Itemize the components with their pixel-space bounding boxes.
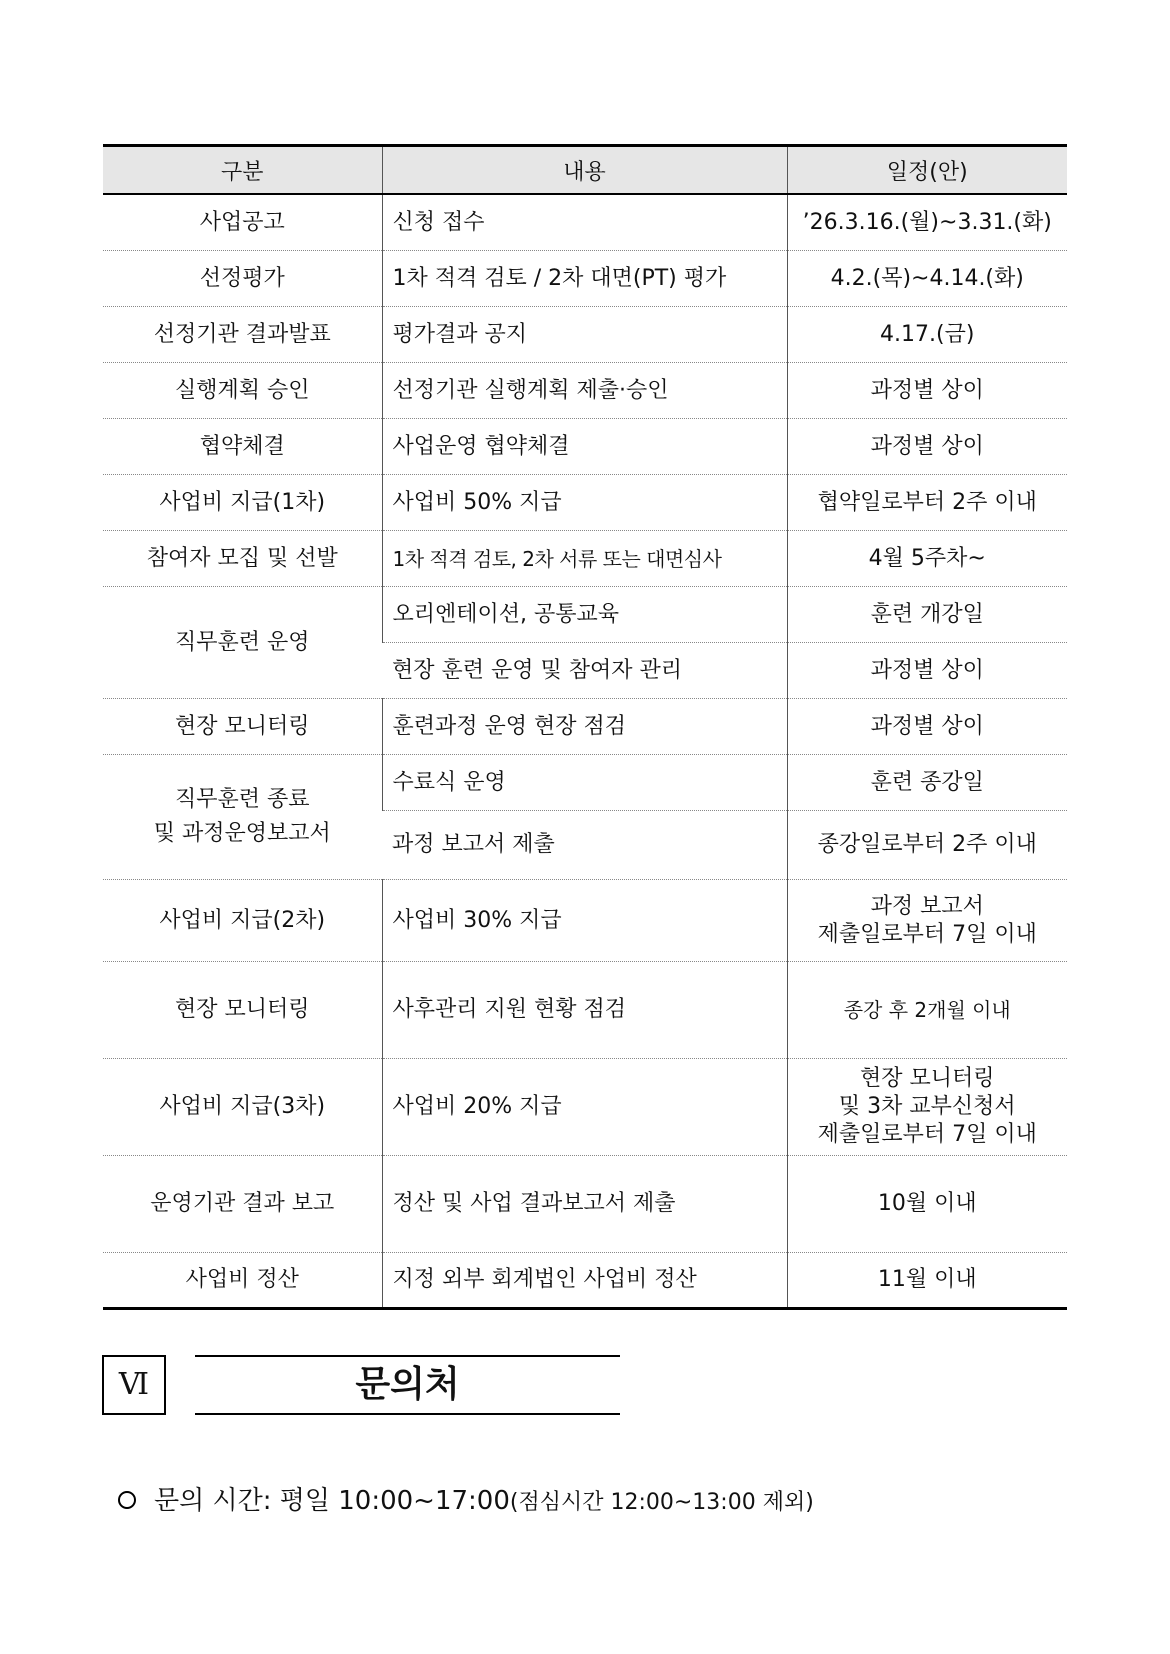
table-row bbox=[103, 1253, 1067, 1309]
row-category: 현장 모니터링 bbox=[103, 962, 382, 1059]
table-row bbox=[103, 755, 1067, 811]
row-content: 선정기관 실행계획 제출·승인 bbox=[382, 363, 787, 419]
inquiry-note: (점심시간 12:00~13:00 제외) bbox=[509, 1490, 814, 1515]
row-schedule: ’26.3.16.(월)~3.31.(화) bbox=[787, 194, 1067, 251]
row-category: 직무훈련 종료 및 과정운영보고서 bbox=[103, 755, 382, 880]
row-schedule: 현장 모니터링 및 3차 교부신청서 제출일로부터 7일 이내 bbox=[787, 1059, 1067, 1156]
row-category: 선정기관 결과발표 bbox=[103, 307, 382, 363]
row-category: 사업비 정산 bbox=[103, 1253, 382, 1309]
table-row bbox=[103, 1059, 1067, 1156]
row-category: 선정평가 bbox=[103, 251, 382, 307]
inquiry-hours bbox=[118, 1480, 814, 1517]
row-schedule: 4월 5주차~ bbox=[787, 531, 1067, 587]
row-category: 협약체결 bbox=[103, 419, 382, 475]
section-number-box: Ⅵ bbox=[102, 1355, 166, 1415]
section-title: 문의처 bbox=[195, 1355, 620, 1415]
row-category: 사업비 지급(1차) bbox=[103, 475, 382, 531]
row-category: 직무훈련 운영 bbox=[103, 587, 382, 699]
inquiry-label: 문의 시간: 평일 10:00~17:00 bbox=[154, 1486, 510, 1516]
row-schedule: 4.2.(목)~4.14.(화) bbox=[787, 251, 1067, 307]
row-category: 실행계획 승인 bbox=[103, 363, 382, 419]
table-row bbox=[103, 307, 1067, 363]
row-content: 신청 접수 bbox=[382, 194, 787, 251]
row-schedule: 10월 이내 bbox=[787, 1156, 1067, 1253]
row-schedule: 훈련 종강일 bbox=[787, 755, 1067, 811]
table-row bbox=[103, 880, 1067, 962]
table-row bbox=[103, 1156, 1067, 1253]
row-schedule: 과정 보고서 제출일로부터 7일 이내 bbox=[787, 880, 1067, 962]
row-content: 사업비 30% 지급 bbox=[382, 880, 787, 962]
schedule-table bbox=[103, 144, 1067, 1310]
table-row bbox=[103, 419, 1067, 475]
row-category: 참여자 모집 및 선발 bbox=[103, 531, 382, 587]
row-category: 사업비 지급(2차) bbox=[103, 880, 382, 962]
row-content: 1차 적격 검토 / 2차 대면(PT) 평가 bbox=[382, 251, 787, 307]
row-category: 현장 모니터링 bbox=[103, 699, 382, 755]
row-schedule: 4.17.(금) bbox=[787, 307, 1067, 363]
row-content: 현장 훈련 운영 및 참여자 관리 bbox=[382, 643, 787, 699]
table-row bbox=[103, 363, 1067, 419]
table-row bbox=[103, 699, 1067, 755]
table-row bbox=[103, 251, 1067, 307]
row-content: 오리엔테이션, 공통교육 bbox=[382, 587, 787, 643]
table-row bbox=[103, 475, 1067, 531]
row-content: 지정 외부 회계법인 사업비 정산 bbox=[382, 1253, 787, 1309]
header-content: 내용 bbox=[382, 146, 787, 195]
row-schedule: 협약일로부터 2주 이내 bbox=[787, 475, 1067, 531]
row-content: 사후관리 지원 현황 점검 bbox=[382, 962, 787, 1059]
table-row bbox=[103, 962, 1067, 1059]
bullet-circle-icon bbox=[118, 1491, 136, 1509]
row-schedule: 과정별 상이 bbox=[787, 363, 1067, 419]
row-content: 과정 보고서 제출 bbox=[382, 811, 787, 880]
row-schedule: 종강일로부터 2주 이내 bbox=[787, 811, 1067, 880]
row-schedule: 훈련 개강일 bbox=[787, 587, 1067, 643]
table-row bbox=[103, 531, 1067, 587]
row-category: 사업비 지급(3차) bbox=[103, 1059, 382, 1156]
header-schedule: 일정(안) bbox=[787, 146, 1067, 195]
row-schedule: 종강 후 2개월 이내 bbox=[787, 962, 1067, 1059]
row-content: 사업비 50% 지급 bbox=[382, 475, 787, 531]
row-content: 사업비 20% 지급 bbox=[382, 1059, 787, 1156]
row-category: 사업공고 bbox=[103, 194, 382, 251]
header-category: 구분 bbox=[103, 146, 382, 195]
row-content: 훈련과정 운영 현장 점검 bbox=[382, 699, 787, 755]
row-schedule: 과정별 상이 bbox=[787, 419, 1067, 475]
row-content: 평가결과 공지 bbox=[382, 307, 787, 363]
row-content: 정산 및 사업 결과보고서 제출 bbox=[382, 1156, 787, 1253]
row-content: 1차 적격 검토, 2차 서류 또는 대면심사 bbox=[382, 531, 787, 587]
row-category: 운영기관 결과 보고 bbox=[103, 1156, 382, 1253]
row-content: 사업운영 협약체결 bbox=[382, 419, 787, 475]
row-content: 수료식 운영 bbox=[382, 755, 787, 811]
table-header-row bbox=[103, 146, 1067, 195]
row-schedule: 과정별 상이 bbox=[787, 699, 1067, 755]
row-schedule: 11월 이내 bbox=[787, 1253, 1067, 1309]
row-schedule: 과정별 상이 bbox=[787, 643, 1067, 699]
table-row bbox=[103, 587, 1067, 643]
table-row bbox=[103, 194, 1067, 251]
